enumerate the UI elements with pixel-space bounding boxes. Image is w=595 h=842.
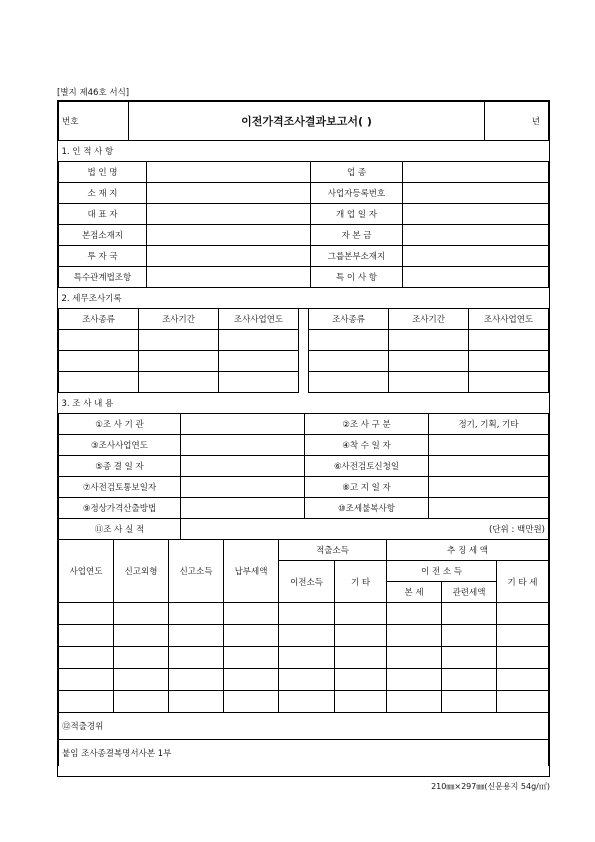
- pricing-method-label: ⑨정상가격산출방법: [59, 498, 181, 519]
- audit-year-label: ③조사사업연도: [59, 435, 181, 456]
- audit-agency-label: ①조 사 기 관: [59, 414, 181, 435]
- reported-amount-header: 신고외형: [114, 540, 169, 603]
- column-gap: [299, 309, 309, 393]
- audit-category-label: ②조 사 구 분: [305, 414, 429, 435]
- audit-year-field[interactable]: [181, 435, 305, 456]
- audit-cell[interactable]: [389, 330, 469, 351]
- result-cell[interactable]: [279, 669, 335, 691]
- result-cell[interactable]: [497, 647, 549, 669]
- result-cell[interactable]: [224, 647, 279, 669]
- other-tax-header: 기 타 세: [497, 561, 549, 603]
- result-cell[interactable]: [279, 647, 335, 669]
- result-cell[interactable]: [59, 647, 114, 669]
- location-field[interactable]: [147, 183, 311, 204]
- result-cell[interactable]: [497, 625, 549, 647]
- audit-cell[interactable]: [469, 372, 549, 393]
- result-cell[interactable]: [114, 625, 169, 647]
- audit-type-header: 조사종류: [59, 309, 139, 330]
- remarks-field[interactable]: [403, 267, 549, 288]
- result-cell[interactable]: [114, 603, 169, 625]
- result-cell[interactable]: [387, 603, 442, 625]
- audit-content-table: [58, 393, 549, 540]
- investing-country-label: 투 자 국: [59, 246, 147, 267]
- audit-period-header-2: 조사기간: [389, 309, 469, 330]
- result-cell[interactable]: [442, 647, 497, 669]
- result-cell[interactable]: [279, 691, 335, 713]
- audit-cell[interactable]: [139, 330, 219, 351]
- representative-label: 대 표 자: [59, 204, 147, 225]
- notice-date-field[interactable]: [429, 477, 549, 498]
- result-cell[interactable]: [387, 669, 442, 691]
- group-hq-location-field[interactable]: [403, 246, 549, 267]
- result-cell[interactable]: [169, 625, 224, 647]
- audit-year-header: 조사사업연도: [219, 309, 299, 330]
- related-tax-header: 관련세액: [442, 582, 497, 603]
- pricing-method-field[interactable]: [181, 498, 305, 519]
- form-title: 이전가격조사결과보고서( ): [129, 102, 485, 141]
- main-tax-header: 본 세: [387, 582, 442, 603]
- related-party-clause-field[interactable]: [147, 267, 311, 288]
- pre-review-request-field[interactable]: [429, 456, 549, 477]
- result-cell[interactable]: [387, 625, 442, 647]
- section3-title: 3. 조 사 내 용: [59, 393, 549, 414]
- result-cell[interactable]: [442, 691, 497, 713]
- related-party-clause-label: 특수관계법조항: [59, 267, 147, 288]
- result-cell[interactable]: [442, 625, 497, 647]
- audit-cell[interactable]: [219, 351, 299, 372]
- result-cell[interactable]: [335, 691, 387, 713]
- audit-cell[interactable]: [59, 330, 139, 351]
- result-cell[interactable]: [224, 691, 279, 713]
- business-year-header: 사업연도: [59, 540, 114, 603]
- result-cell[interactable]: [497, 669, 549, 691]
- year-label: 년: [485, 102, 549, 141]
- result-cell[interactable]: [169, 691, 224, 713]
- representative-field[interactable]: [147, 204, 311, 225]
- end-date-label: ⑤종 결 일 자: [59, 456, 181, 477]
- company-name-field[interactable]: [147, 162, 311, 183]
- hq-location-label: 본점소재지: [59, 225, 147, 246]
- result-cell[interactable]: [335, 625, 387, 647]
- unit-note: (단위 : 백만원): [181, 519, 549, 540]
- audit-cell[interactable]: [59, 351, 139, 372]
- pre-review-notice-field[interactable]: [181, 477, 305, 498]
- audit-cell[interactable]: [219, 372, 299, 393]
- result-cell[interactable]: [224, 669, 279, 691]
- pre-review-notice-label: ⑦사전검토통보일자: [59, 477, 181, 498]
- transfer-income-header: 이전소득: [279, 561, 335, 603]
- remarks-label: 특 이 사 항: [311, 267, 403, 288]
- audit-cell[interactable]: [469, 330, 549, 351]
- personal-info-table: [58, 141, 549, 288]
- number-label: 번호: [59, 102, 129, 141]
- capital-label: 자 본 금: [311, 225, 403, 246]
- paper-spec: 210㎜×297㎜(신문용지 54g/㎡): [431, 782, 550, 791]
- audit-cell[interactable]: [389, 372, 469, 393]
- audit-cell[interactable]: [309, 351, 389, 372]
- end-date-field[interactable]: [181, 456, 305, 477]
- location-label: 소 재 지: [59, 183, 147, 204]
- result-cell[interactable]: [59, 603, 114, 625]
- opening-date-field[interactable]: [403, 204, 549, 225]
- business-reg-no-label: 사업자등록번호: [311, 183, 403, 204]
- result-cell[interactable]: [387, 647, 442, 669]
- result-cell[interactable]: [169, 669, 224, 691]
- audit-cell[interactable]: [219, 330, 299, 351]
- group-hq-location-label: 그룹본부소재지: [311, 246, 403, 267]
- result-cell[interactable]: [442, 669, 497, 691]
- result-cell[interactable]: [114, 647, 169, 669]
- result-cell[interactable]: [335, 603, 387, 625]
- closing-table: [58, 713, 549, 766]
- tax-audit-record-table: [58, 288, 549, 393]
- pre-review-request-label: ⑥사전검토신청일: [305, 456, 429, 477]
- start-date-field[interactable]: [429, 435, 549, 456]
- reported-income-header: 신고소득: [169, 540, 224, 603]
- result-cell[interactable]: [59, 625, 114, 647]
- form-reference: [별지 제46호 서식]: [57, 88, 130, 98]
- detection-history-label: ⑫적출경위: [59, 713, 549, 740]
- result-cell[interactable]: [335, 647, 387, 669]
- audit-category-options[interactable]: 정기, 기획, 기타: [429, 414, 549, 435]
- audit-period-header: 조사기간: [139, 309, 219, 330]
- transfer-income-tax-header: 이 전 소 득: [387, 561, 497, 582]
- result-cell[interactable]: [59, 691, 114, 713]
- opening-date-label: 개 업 일 자: [311, 204, 403, 225]
- header-table: [58, 101, 549, 141]
- industry-field[interactable]: [403, 162, 549, 183]
- industry-label: 업 종: [311, 162, 403, 183]
- result-cell[interactable]: [114, 669, 169, 691]
- audit-type-header-2: 조사종류: [309, 309, 389, 330]
- investing-country-field[interactable]: [147, 246, 311, 267]
- other-header: 기 타: [335, 561, 387, 603]
- paid-tax-header: 납부세액: [224, 540, 279, 603]
- result-cell[interactable]: [114, 691, 169, 713]
- detected-income-header: 적출소득: [279, 540, 387, 561]
- result-cell[interactable]: [279, 625, 335, 647]
- result-cell[interactable]: [224, 603, 279, 625]
- tax-collected-header: 추 징 세 액: [387, 540, 549, 561]
- attachment-note: 붙임 조사종결복명서사본 1부: [59, 740, 549, 767]
- result-cell[interactable]: [335, 669, 387, 691]
- business-reg-no-field[interactable]: [403, 183, 549, 204]
- section2-title: 2. 세무조사기록: [59, 288, 549, 309]
- hq-location-field[interactable]: [147, 225, 311, 246]
- audit-cell[interactable]: [309, 330, 389, 351]
- tax-appeal-label: ⑩조세불복사항: [305, 498, 429, 519]
- audit-cell[interactable]: [389, 351, 469, 372]
- audit-result-label: ⑪조 사 실 적: [59, 519, 181, 540]
- audit-cell[interactable]: [309, 372, 389, 393]
- audit-agency-field[interactable]: [181, 414, 305, 435]
- company-name-label: 법 인 명: [59, 162, 147, 183]
- audit-results-table: [58, 540, 549, 713]
- capital-field[interactable]: [403, 225, 549, 246]
- audit-cell[interactable]: [469, 351, 549, 372]
- result-cell[interactable]: [169, 647, 224, 669]
- result-cell[interactable]: [442, 603, 497, 625]
- tax-appeal-field[interactable]: [429, 498, 549, 519]
- audit-year-header-2: 조사사업연도: [469, 309, 549, 330]
- audit-cell[interactable]: [139, 372, 219, 393]
- result-cell[interactable]: [279, 603, 335, 625]
- start-date-label: ④착 수 일 자: [305, 435, 429, 456]
- notice-date-label: ⑧고 지 일 자: [305, 477, 429, 498]
- result-cell[interactable]: [387, 691, 442, 713]
- result-cell[interactable]: [497, 691, 549, 713]
- report-form: [57, 100, 550, 777]
- result-cell[interactable]: [497, 603, 549, 625]
- section1-title: 1. 인 적 사 항: [59, 141, 549, 162]
- audit-cell[interactable]: [139, 351, 219, 372]
- result-cell[interactable]: [224, 625, 279, 647]
- result-cell[interactable]: [59, 669, 114, 691]
- audit-cell[interactable]: [59, 372, 139, 393]
- result-cell[interactable]: [169, 603, 224, 625]
